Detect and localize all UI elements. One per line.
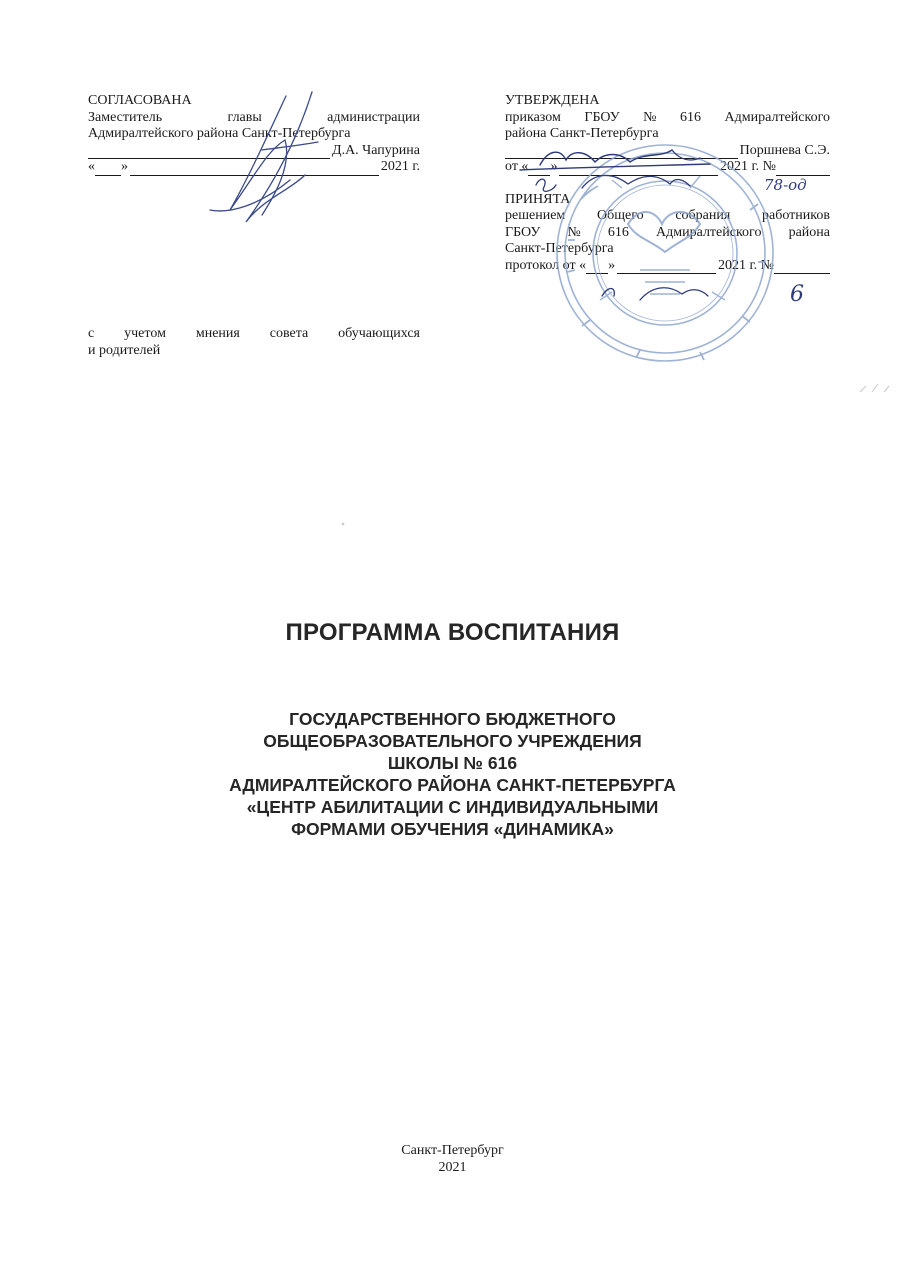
word: главы	[227, 109, 262, 125]
council-line1	[88, 326, 420, 343]
accepted-line3: Санкт-Петербурга	[505, 241, 614, 256]
order-number-underline	[776, 163, 830, 176]
day-underline	[528, 163, 550, 176]
protocol-handwriting	[602, 282, 804, 307]
accepted-line2	[505, 225, 830, 242]
word: решением	[505, 208, 566, 223]
approval-left-district: Адмиралтейского района Санкт-Петербурга	[88, 126, 351, 141]
protocol-prefix: протокол от «	[505, 257, 587, 273]
approval-left-heading: СОГЛАСОВАНА	[88, 93, 192, 108]
word: №	[643, 109, 657, 125]
date-prefix: от «	[505, 159, 529, 174]
approval-right-signature-line	[505, 143, 830, 160]
approval-right-district: района Санкт-Петербурга	[505, 126, 659, 141]
accepted-heading: ПРИНЯТА	[505, 191, 571, 207]
approval-right-heading: УТВЕРЖДЕНА	[505, 93, 600, 108]
subtitle-line: АДМИРАЛТЕЙСКОГО РАЙОНА САНКТ-ПЕТЕРБУРГА	[229, 775, 676, 795]
subtitle-line: ОБЩЕОБРАЗОВАТЕЛЬНОГО УЧРЕЖДЕНИЯ	[263, 731, 642, 751]
month-underline	[559, 162, 718, 176]
scan-marks	[342, 384, 889, 525]
approval-left-year: 2021 г.	[380, 159, 420, 174]
footer-city: Санкт-Петербург	[401, 1143, 504, 1158]
subtitle-line: «ЦЕНТР АБИЛИТАЦИИ С ИНДИВИДУАЛЬНЫМИ	[246, 797, 659, 817]
approval-left-position	[88, 110, 420, 127]
quote-close: »	[608, 257, 616, 273]
footer-year: 2021	[438, 1160, 467, 1175]
protocol-year: 2021 г. №	[717, 257, 774, 273]
month-underline	[130, 162, 379, 176]
council-line2: и родителей	[88, 342, 161, 358]
signature-underline	[505, 145, 738, 159]
word: Общего	[596, 208, 644, 223]
approval-left-signature-line	[88, 143, 420, 160]
protocol-number-underline	[774, 261, 830, 274]
month-underline	[617, 260, 716, 274]
word: Заместитель	[88, 109, 163, 125]
footer	[0, 1142, 905, 1176]
subtitle-line: ГОСУДАРСТВЕННОГО БЮДЖЕТНОГО	[289, 709, 616, 729]
quote-open: «	[88, 159, 95, 174]
organization-name	[100, 708, 805, 840]
approval-right-date-line	[505, 159, 830, 176]
word: работников	[762, 208, 830, 223]
day-underline	[95, 163, 121, 176]
subtitle-line: ФОРМАМИ ОБУЧЕНИЯ «ДИНАМИКА»	[291, 819, 614, 839]
protocol-line	[505, 258, 830, 275]
approval-right-block	[505, 93, 830, 274]
approval-left-signer: Д.А. Чапурина	[332, 142, 420, 158]
word: совета	[269, 326, 309, 341]
word: ГБОУ	[505, 224, 541, 240]
word: с	[88, 326, 95, 341]
word: администрации	[327, 109, 420, 125]
word: собрания	[675, 208, 731, 223]
document-title: ПРОГРАММА ВОСПИТАНИЯ	[285, 619, 620, 646]
order-number-handwritten: 78-од	[764, 176, 807, 194]
word: ГБОУ	[584, 109, 620, 125]
order-year: 2021 г. №	[719, 159, 776, 174]
word: обучающихся	[338, 326, 420, 341]
word: 616	[607, 224, 629, 240]
word: Адмиралтейского	[724, 109, 830, 125]
signature-underline	[88, 145, 330, 159]
day-underline	[586, 261, 608, 274]
word: №	[567, 224, 581, 240]
subtitle-line: ШКОЛЫ № 616	[387, 753, 518, 773]
approval-left-block	[88, 93, 420, 176]
accepted-line1	[505, 208, 830, 225]
approval-right-order	[505, 110, 830, 127]
word: Адмиралтейского	[656, 224, 762, 240]
word: района	[788, 224, 830, 240]
approval-right-signer: Поршнева С.Э.	[739, 142, 830, 158]
council-note	[88, 326, 420, 359]
word: приказом	[505, 109, 561, 125]
quote-close: »	[550, 159, 558, 174]
word: учетом	[124, 326, 166, 341]
approval-left-date-line	[88, 159, 420, 176]
quote-close: »	[121, 159, 128, 174]
word: 616	[680, 109, 702, 125]
protocol-number-handwritten: 6	[790, 282, 804, 307]
word: мнения	[195, 326, 240, 341]
